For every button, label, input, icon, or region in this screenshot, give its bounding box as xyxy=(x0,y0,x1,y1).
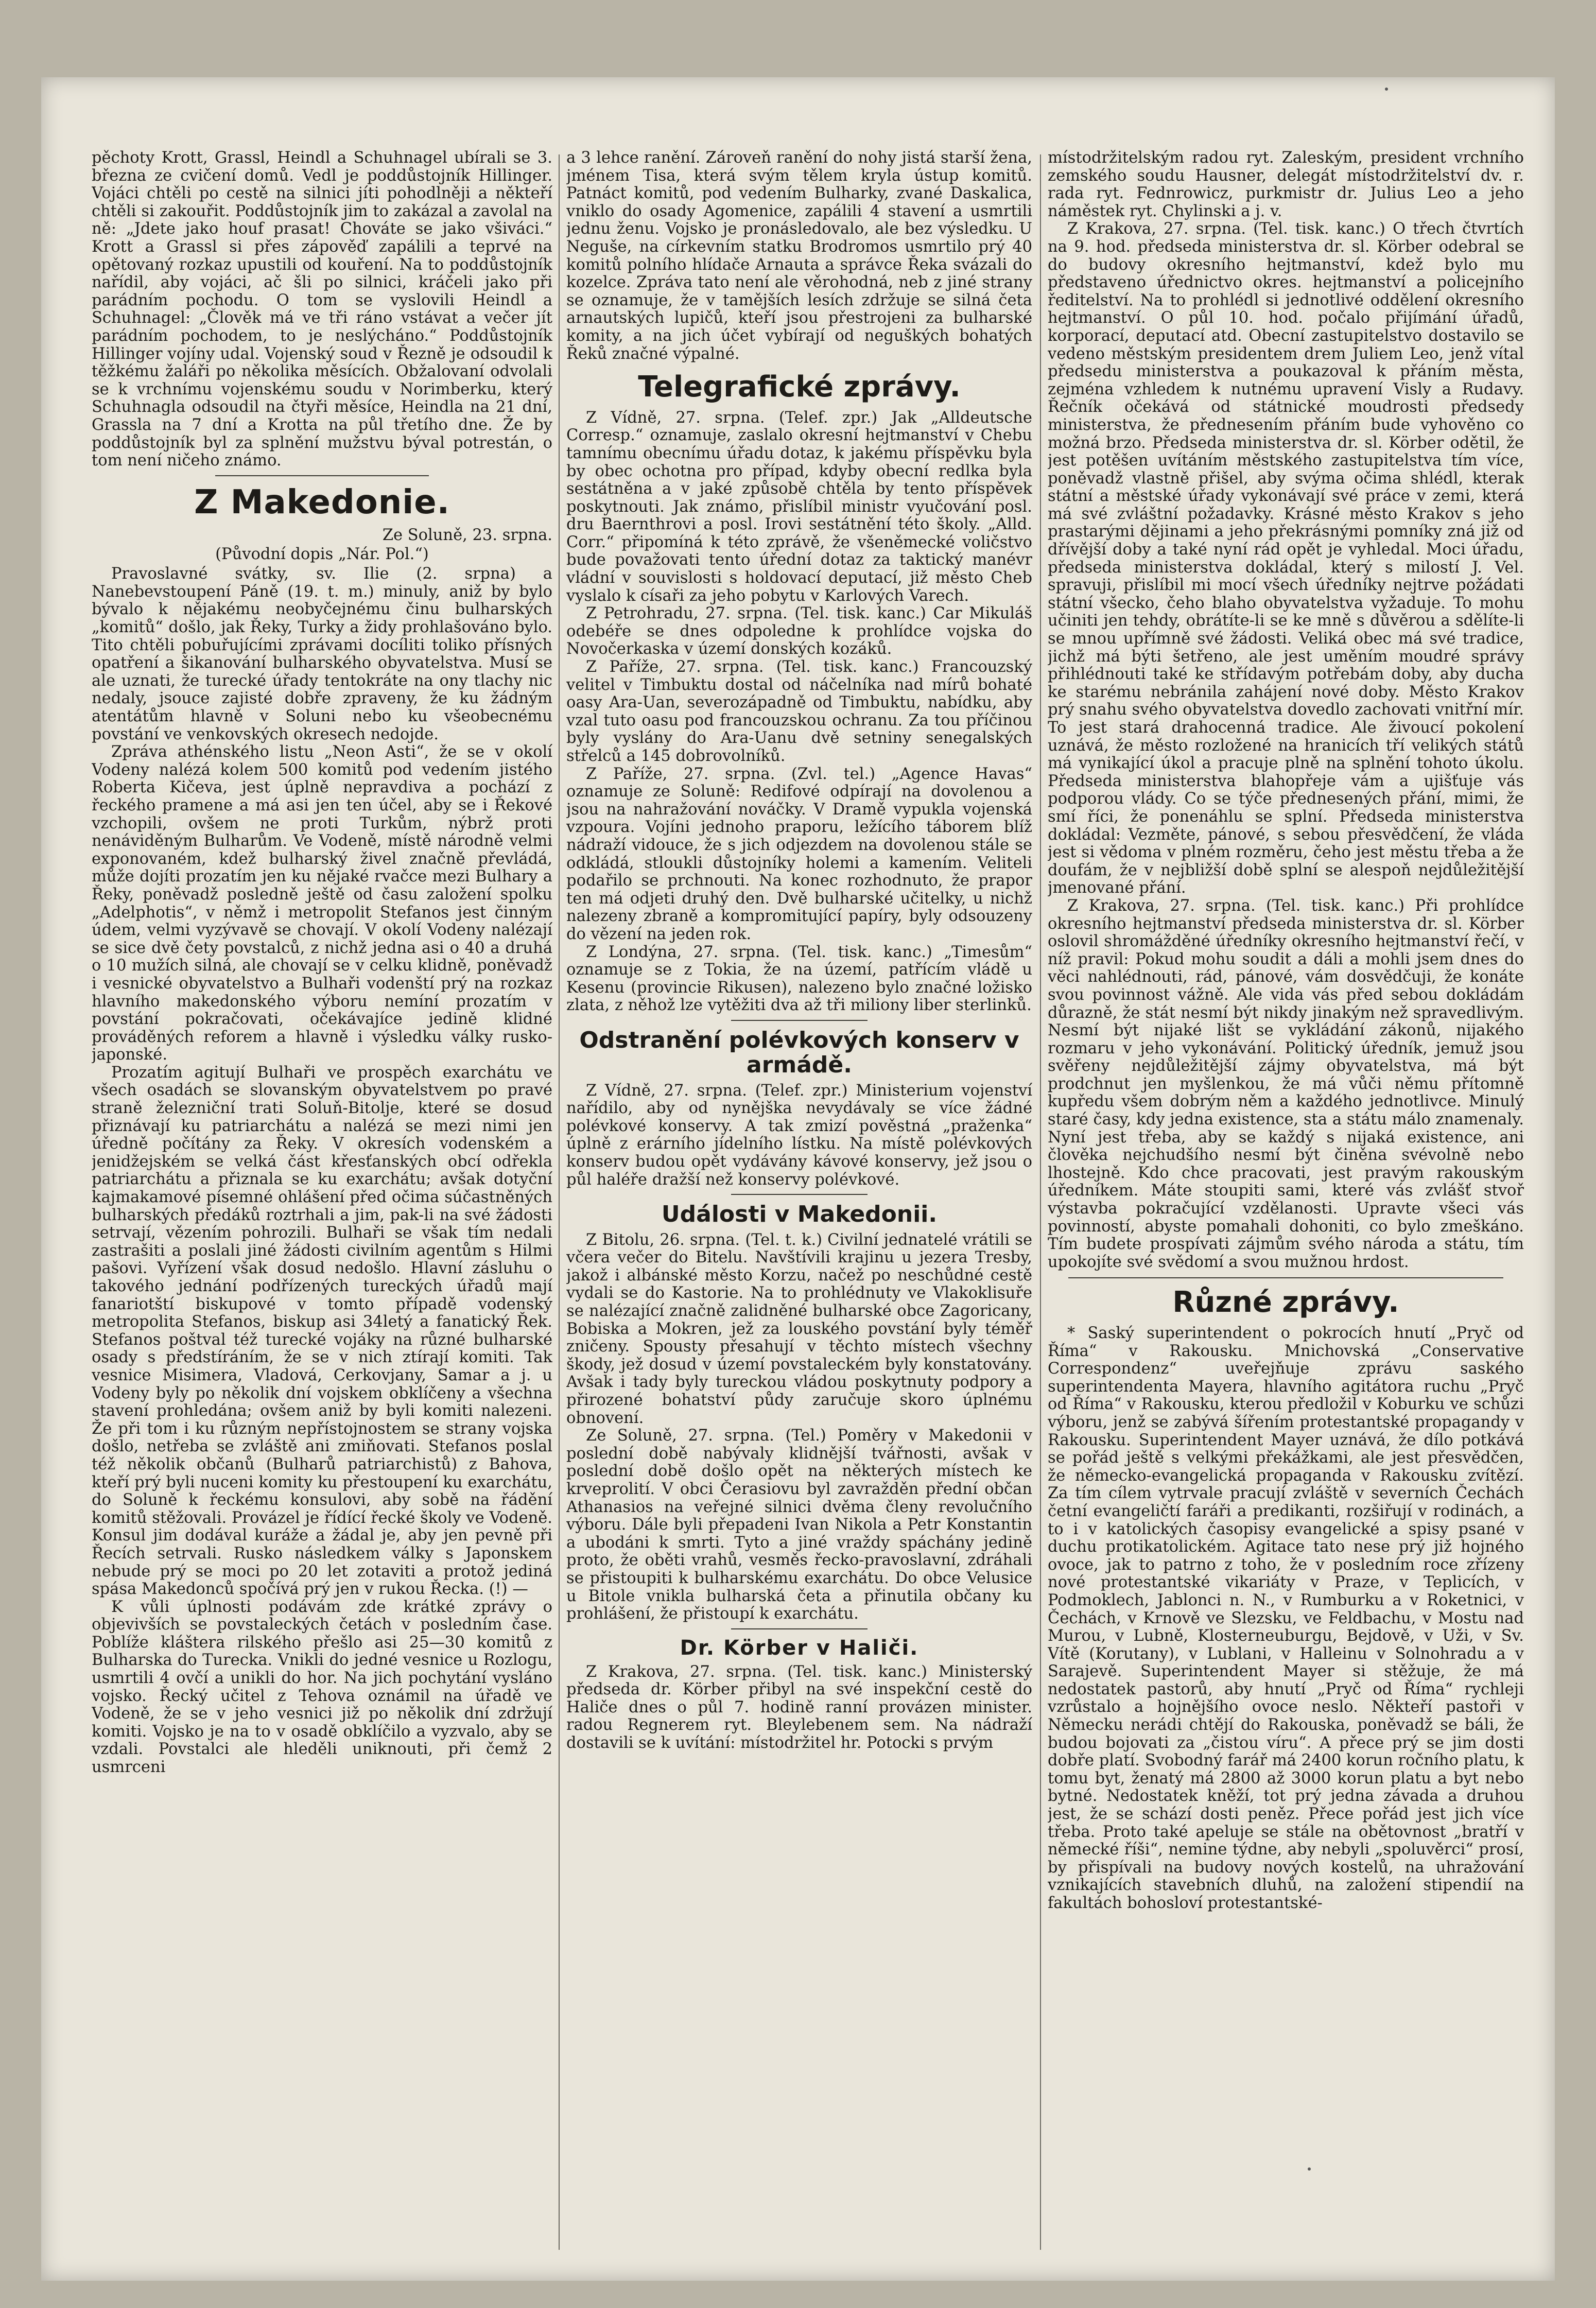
column-rule xyxy=(1040,154,1041,2250)
article-paragraph: Zpráva athénského listu „Neon Asti“, že se v okolí Vodeny nalézá kolem 500 komitů pod vedením jistého Roberta Kičeva, jest úplně nepravdiva a pochází z řeckého pramene a má asi jen ten účel, aby se i Řekové vzchopili, ovšem ne proti Turkům, nýbrž proti nenáviděným Bulharům. Ve Vodeně, místě národně velmi exponovaném, kdež bulharský živel značně převládá, může dojíti prozatím jen ku nějaké rvačce mezi Bulhary a Řeky, poněvadž posledně ještě od času založení spolku „Adelphotis“, v němž i metropolit Stefanos jest činným údem, velmi vyzývavě se chovají. V okolí Vodeny nalézají se sice dvě čety povstalců, z nichž jedna asi o 40 a druhá o 10 mužích silná, ale chovají se v celku klidně, poněvadž i vesnické obyvatelstvo a Bulhaři vodenští prý na rozkaz hlavního makedonského výboru nemíní prozatím v povstání pokračovati, očekávajíce jedině klidné prováděných reforem a hlavně i výsledku války rusko-japonské. xyxy=(92,743,552,1064)
newspaper-page xyxy=(41,77,1555,2281)
separator-line xyxy=(215,475,429,476)
article-paragraph: pěchoty Krott, Grassl, Heindl a Schuhnagel ubírali se 3. března ze cvičení domů. Vedl je poddůstojník Hillinger. Vojáci chtěli po cestě na silnici jíti pohodlněji a někteří chtěli si zakouřit. Poddůstojník jim to zakázal a zavolal na ně: „Jdete jako houf prasat! Chováte se jako všiváci.“ Krott a Grassl si přes zápověď zapálili a teprvé na opětovaný rozkaz upustili od kouření. Na to poddůstojník nařídil, aby vojáci, ač šli po silnici, kráčeli jako při parádním pochodu. O tom se vyslovili Heindl a Schuhnagel: „Člověk má ve tři ráno vstávat a večer jít parádním pochodem, to je neslýcháno.“ Poddůstojník Hillinger vojíny udal. Vojenský soud v Řezně je odsoudil k těžkému žaláři po několika měsících. Obžalovaní odvolali se k vrchnímu vojenskému soudu v Norimberku, který Schuhnagla odsoudil na čtyři měsíce, Heindla na 21 dní, Grassla na 7 dní a Krotta na půl třetího dne. Že by poddůstojník byl za splnění mužstvu býval potrestán, o tom není ničeho známo. xyxy=(92,149,552,470)
article-paragraph: a 3 lehce ranění. Zároveň ranění do nohy jistá starší žena, jménem Tisa, která svým tělem kryla ústup komitů. Patnáct komitů, pod vedením Bulharky, zvané Daskalica, vniklo do osady Agomenice, zapálili 4 stavení a usmrtili jednu ženu. Vojsko je pronásledovalo, ale bez výsledku. U Neguše, na církevním statku Brodromos usmrtilo prý 40 komitů polního hlídače Arnauta a správce Řeka svázali do kozelce. Zpráva tato není ale věrohodná, neb z jiné strany se oznamuje, že v tamějších lesích zdržuje se silná četa arnautských lupičů, kteří jsou přestrojeni za bulharské komity, a na jich účet vybírají od neguškých bohatých Řeků značné výpalné. xyxy=(566,149,1032,363)
news-item: Ze Soluně, 27. srpna. (Tel.) Poměry v Makedonii v poslední době nabývaly klidnější tvářnosti, avšak v poslední době došlo opět na některých místech ke krveprolití. V obci Čerasiovu byl zavražděn přední občan Athanasios na veřejné silnici dvěma členy revolučního výboru. Dále byli přepadeni Ivan Nikola a Petr Konstantin a ubodáni k smrti. Tyto a jiné vraždy spáchány jedině proto, že oběti vrahů, vesměs řecko-pravoslavní, zdráhali se přistoupiti k bulharskému exarchátu. Do obce Velusice u Bitole vnikla bulharská četa a přinutila občany ku prohlášení, že přistoupí k exarchátu. xyxy=(566,1427,1032,1623)
news-item: Z Paříže, 27. srpna. (Tel. tisk. kanc.) Francouzský velitel v Timbuktu dostal od náčelníka nad mírů bohaté oasy Ara-Uan, severozápadně od Timbuktu, nabídku, aby vzal tuto oasu pod francouzskou ochranu. Za tou příčinou byly vyslány do Ara-Uanu dvě setniny senegalských střelců a 145 dobrovolníků. xyxy=(566,658,1032,765)
news-item: Z Vídně, 27. srpna. (Telef. zpr.) Jak „Alldeutsche Corresp.“ oznamuje, zaslalo okresní hejtmanství v Chebu tamnímu obecnímu úřadu dotaz, k jakému příspěvku byla by obec ochotna pro případ, kdyby obecní redlka byla sestátněna a v jaké způsobě chtěla by tento příspěvek poskytnouti. Jak známo, přislíbil ministr vyučování posl. dru Baernthrovi a posl. Irovi sestátnění této školy. „Alld. Corr.“ připomíná k této zprávě, že všeněmecké voličstvo bude považovati tento úřední dotaz za taktický manévr vládní v souvislosti s holdovací deputací, již město Cheb vyslalo k císaři za jeho pobytu v Karlových Varech. xyxy=(566,408,1032,605)
section-heading-konservy: Odstranění polévkových konserv v armádě. xyxy=(579,1027,1019,1079)
column-3 xyxy=(1048,149,1524,2260)
news-item: Z Londýna, 27. srpna. (Tel. tisk. kanc.) „Timesům“ oznamuje se z Tokia, že na území, patřícím vládě u Kesenu (provincie Rikusen), nalezeno bylo značné ložisko zlata, z něhož lze vytěžiti dva až tři miliony liber sterlinků. xyxy=(566,943,1032,1015)
section-heading-korber: Dr. Körber v Haliči. xyxy=(680,1636,919,1660)
article-paragraph: Prozatím agitují Bulhaři ve prospěch exarchátu ve všech osadách se slovanským obyvatelstvem po pravé straně železniční trati Soluň-Bitolje, které se dosud přiznávají ku patriarchátu a nalézá se mezi nimi jen úředně počítány za Řeky. V okresích vodenském a jenidžejském se velká část křesťanských obcí odřekla patriarchátu a přiznala se ku exarchátu; avšak dotyční kajmakamové písemné ohlášení před očima súčastněných bulharských předáků roztrhali a jim, pak-li na své žádosti setrvají, vězením pohrozili. Bulhaři se však tím nedali zastrašiti a poslali jiné žádosti civilním agentům s Hilmi pašovi. Vyřízení však dosud nedošlo. Hlavní zásluhu o takového jednání podřízených tureckých úřadů mají fanariotští biskupové v tomto případě vodenský metropolita Stefanos, biskup asi 34letý a fanatický Řek. Stefanos poštval též turecké vojáky na různé bulharské osady s předstíráním, že se v nich ztírají komiti. Tak vesnice Misimera, Vladová, Cerkovjany, Samar a j. u Vodeny byly po několik dní vojskem obklíčeny a všechna stavení prohledána; ovšem aniž by byli komiti nalezeni. Že při tom i ku různým nepřístojnostem se strany vojska došlo, netřeba se zvláště ani zmiňovati. Stefanos poslal též několik občanů (Bulharů patriarchistů) z Bahova, kteří prý byli nuceni komity ku přestoupení ku exarchátu, do Soluně k řeckému konsulovi, aby sobě na řádění komitů stěžovali. Provázel je řídící řecké školy ve Vodeně. Konsul jim dodával kuráže a žádal je, aby jen pevně při Řecích setrvali. Rusko následkem války s Japonskem nebude prý se moci po 20 let zotaviti a protož jediná spása Makedonců spočívá prý jen v rukou Řecka. (!) — xyxy=(92,1063,552,1599)
separator-line xyxy=(1068,1277,1503,1278)
separator-line xyxy=(731,1020,868,1021)
section-heading-udalosti: Události v Makedonii. xyxy=(661,1201,938,1228)
news-item: Z Krakova, 27. srpna. (Tel. tisk. kanc.) Ministerský předseda dr. Körber přibyl na své inspekční cestě do Haliče dnes o půl 7. hodině ranní provázen minister. radou Regnerem ryt. Bleylebenem sem. Na nádraží dostavili se k uvítání: místodržitel hr. Potocki s prvým xyxy=(566,1662,1032,1752)
news-item: Z Paříže, 27. srpna. (Zvl. tel.) „Agence Havas“ oznamuje ze Soluně: Redifové odpírají na dovolenou a jsou na nahražování nováčky. V Dramě vypukla vojenská vzpoura. Vojíni jednoho praporu, ležícího táborem blíž nádraží vidouce, že s jich odjezdem na dovolenou stále se odkládá, stloukli důstojníky holemi a kamením. Veliteli podařilo se prchnouti. Na konec rozhodnuto, že prapor ten má odjeti druhý den. Dvě bulharské učitelky, u nichž nalezeny zbraně a kompromitující papíry, byly odsouzeny do vězení na jeden rok. xyxy=(566,765,1032,943)
news-item: Z Bitolu, 26. srpna. (Tel. t. k.) Civilní jednatelé vrátili se včera večer do Bitelu. Navštívili krajinu u jezera Tresby, jakož i albánské město Korzu, načež po neschůdné cestě vydali se do Kastorie. Na to prohlédnuty ve Vlakoklisuře se nalézající značně zalidněné bulharské obce Zagoricany, Bobiska a Mokren, jež za louského povstání byly téměř zničeny. Spousty přesahují v těchto místech všechny škody, jež dosud v území povstaleckém byly konstatovány. Avšak i tady byly tureckou vládou poskytnuty podpory a přirozené bohatství půdy zaručuje skoro úplnému obnovení. xyxy=(566,1230,1032,1427)
article-paragraph: místodržitelským radou ryt. Zaleským, president vrchního zemského soudu Hausner, delegát místodržitelství dv. r. rada ryt. Fednrowicz, purkmistr dr. Julius Leo a jeho náměstek ryt. Chylinski a j. v. xyxy=(1048,149,1524,220)
separator-line xyxy=(731,1194,868,1195)
section-heading-telegraficke-zpravy: Telegrafické zprávy. xyxy=(638,370,961,404)
news-item: Z Krakova, 27. srpna. (Tel. tisk. kanc.) Při prohlídce okresního hejtmanství předseda ministerstva dr. sl. Körber oslovil shromážděné úředníky okresního hejtmanství řečí, v níž pravil: Pokud mohu soudit a dáli a mohli jsem dnes do věci nahlédnouti, rád, pánové, vám dosvědčuji, že konáte svou povinnost vážně. Ale vida vás před sebou dokládám důrazně, že stát nesmí být nikdy jinakým než spravedlivým. Nesmí být nijaké lišt se vykládání zákonů, nijakého rozmaru v jeho vykonávání. Politický úředník, jemuž jsou svěřeny nejdůležitější zájmy obyvatelstva, má být prodchnut jen myšlenkou, že má vůči němu přítomně kupředu všem dobrým něm a každého jednotlivce. Minulý staré časy, kdy jedna existence, sta a státu málo znamenaly. Nyní jest třeba, aby se každý s nijaká existence, ani člověka nejchudšího nesmí být činěna svévolně nebo lhostejně. Kdo chce pracovati, jest pravým rakouským úředníkem. Máte stoupiti sami, které vás zvlášť stvoř výstavba pokračující vzdělanosti. Upravte všeci vás povinností, abyste pomahali dohoniti, co bylo zmeškáno. Tím budete prospívati zájmům svého národa a státu, tím upokojíte své svědomí a svou mužnou hrdost. xyxy=(1048,896,1524,1271)
news-item: Z Krakova, 27. srpna. (Tel. tisk. kanc.) O třech čtvrtích na 9. hod. předseda ministerstva dr. sl. Körber odebral se do budovy okresního hejtmanství, kdež bylo mu představeno úřednictvo okres. hejtmanství a policejního ředitelství. Na to prohlédl si jednotlivé oddělení okresního hejtmanství. O půl 10. hod. počalo přijímání úřadů, korporací, deputací atd. Obecní zastupitelstvo dostavilo se vedeno městským presidentem drem Juliem Leo, jenž vítal předsedu ministerstva a poukazoval k přáním města, zejména vzhledem k nutnému upravení Visly a Rudavy. Řečník očekává od státnické moudrosti předsedy ministerstva, že přednesením přáním bude vyhověno co možná brzo. Předseda ministerstva dr. sl. Körber odětil, že jest potěšen uvítáním městského zastupitelstva tím více, poněvadž vlastně přišel, aby svýma očima shlédl, kterak státní a městské úřady vykonávají své práce v zemi, která má své zvláštní požadavky. Krásné město Krakov s jeho prastarými dějinami a jeho překrásnými pomníky zná již od dřívější doby a také nyní rád opět je vyhledal. Moci úřadu, předseda ministerstva dokládal, který s milostí J. Vel. spravuji, přislíbil mi mocí všech úředníky nejtrve požádati státní všecko, čeho blaho obyvatelstva vyžaduje. To mohu učiniti jen tehdy, obrátíte-li se ke mně s důvěrou a sdělíte-li se mnou upřímně své žádosti. Veliká obec má své tradice, jichž má býti šetřeno, ale jest uměním moudré správy přihlédnouti také ke střídavým potřebám doby, aby ducha ke starému nebránila zahájení nové doby. Město Krakov prý snahu svého obyvatelstva dovedlo zachovati vnitřní mír. To jest stará drahocenná tradice. Ale živoucí pokolení uznává, že město rozložené na hranicích tří velikých států má vynikající úkol a pracuje plně na splnění tohoto úkolu. Předseda ministerstva blahopřeje vám a ujišťuje vás podporou vlády. Co se týče přednesených přání, mimi, že smí říci, že ponenáhlu se splní. Předseda ministerstva dokládal: Vezměte, pánové, s sebou přesvědčení, že vláda jest si vědoma v plném rozměru, čeho jest městu třeba a že doufám, že v nejbližší době splní se alespoň nejdůležitější jmenované přání. xyxy=(1048,220,1524,897)
news-item: Z Petrohradu, 27. srpna. (Tel. tisk. kanc.) Car Mikuláš odebéře se dnes odpoledne k prohlídce vojska do Novočerkaska v území donských kozáků. xyxy=(566,604,1032,658)
separator-line xyxy=(731,1628,868,1629)
news-item: Z Vídně, 27. srpna. (Telef. zpr.) Ministerium vojenství nařídilo, aby od nynějška nevydávaly se více žádné polévkové konservy. A tak zmizí pověstná „praženka“ úplně z erárního jídelního lístku. Na místě polévkových konserv budou opět vydávány kávové konservy, jež jsou o půl haléře dražší než konservy polévkové. xyxy=(566,1081,1032,1189)
section-heading-ruzne-zpravy: Různé zprávy. xyxy=(1172,1286,1399,1320)
source-note: (Původní dopis „Nár. Pol.“) xyxy=(215,545,429,563)
article-paragraph: Pravoslavné svátky, sv. Ilie (2. srpna) a Nanebevstoupení Páně (19. t. m.) minuly, aniž by bylo bývalo k nějakému neobyčejnému činu bulharských „komitů“ došlo, jak Řeky, Turky a židy prohlašováno bylo. Tito chtěli pobuřujícími zprávami docíliti toliko přísných opatření a šikanování bulharského obyvatelstva. Musí se ale uznati, že turecké úřady tentokráte na ony tlachy nic nedaly, jsouce zajisté dobře zpraveny, že ku žádným atentátům hlavně v Soluni nebo ku všeobecnému povstání ve venkovských okresech nedojde. xyxy=(92,565,552,743)
column-rule xyxy=(559,154,560,2250)
column-2 xyxy=(566,149,1032,2260)
section-heading-makedonie: Z Makedonie. xyxy=(194,483,450,522)
news-item: * Saský superintendent o pokrocích hnutí „Pryč od Říma“ v Rakousku. Mnichovská „Conservative Correspondenz“ uveřejňuje zprávu saského superintendenta Mayera, hlavního agitátora ruchu „Pryč od Říma“ v Rakousku, kterou předložil v Koburku ve schůzi výboru, jenž se zabývá šířením protestantské propagandy v Rakousku. Superintendent Mayer uznává, že dílo potkává se pořád ještě s velkými překážkami, ale jest přesvědčen, že německo-evangelická propaganda v Rakousku zvítězí. Za tím cílem vytrvale pracují zvláště v severních Čechách četní evangeličtí faráři a predikanti, rozšiřují v rodinách, a to i v katolických časopisy evangelické a spisy psané v duchu protikatolickém. Agitace tato nese prý již hojného ovoce, jak to patrno z toho, že v posledním roce zřízeny nové protestantské vikariáty v Praze, v Teplicích, v Podmoklech, Jablonci n. N., v Rumburku a v Roketnici, v Čechách, v Krnově ve Slezsku, ve Feldbachu, v Mostu nad Murou, v Lubně, Klosterneuburgu, Bejdově, v Uži, v Sv. Vítě (Korutany), v Lublani, v Halleinu v Solnohradu a v Sarajevě. Superintendent Mayer si stěžuje, že má nedostatek pastorů, aby hnutí „Pryč od Říma“ rychleji vzrůstalo a hojnějšího ovoce neslo. Někteří pastoři v Německu nerádi chtějí do Rakouska, poněvadž se báli, že budou bojovati za „čistou víru“. A přece prý se jim dosti dobře platí. Svobodný farář má 2400 korun ročního platu, k tomu byt, ženatý má 2800 až 3000 korun platu a byt nebo bytné. Nedostatek kněží, tot prý jedna závada a druhou jest, že se schází dosti peněz. Přece pořád jest jich více třeba. Proto také apeluje se stále na obětovnost „bratří v německé říši“, nemine týdne, aby nebyli „spoluvěrci“ prosí, by přispívali na budovy nových kostelů, na uhražování vznikajících stavebních dluhů, na založení stipendií na fakultách bohosloví protestantské- xyxy=(1048,1324,1524,1912)
speck xyxy=(1385,88,1388,91)
dateline: Ze Soluně, 23. srpna. xyxy=(382,526,552,545)
article-paragraph: K vůli úplnosti podávám zde krátké zprávy o objevivších se povstaleckých četách v posledním čase. Poblíže kláštera rilského přešlo asi 25—30 komitů z Bulharska do Turecka. Vnikli do jedné vesnice u Rozlogu, usmrtili 4 ovčí a unikli do hor. Na jich pochytání vysláno vojsko. Řecký učitel z Tehova oznámil na úřadě ve Vodeně, že se v jeho vesnici již po několik dní zdržují komiti. Vojsko je na to v osadě obklíčilo a vyzvalo, aby se vzdali. Povstalci ale hleděli uniknouti, při čemž 2 usmrceni xyxy=(92,1598,552,1777)
column-1 xyxy=(92,149,552,2260)
